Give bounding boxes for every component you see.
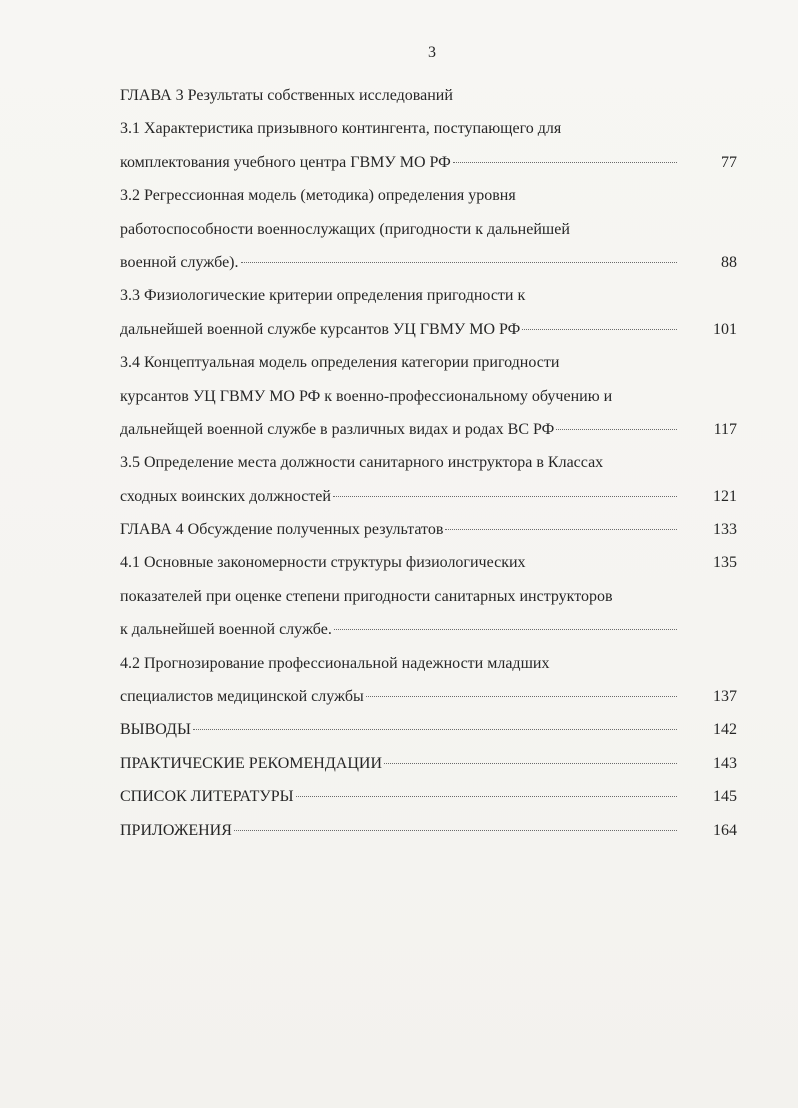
toc-entry-text: 3.5 Определение места должности санитарного инструктора в Классах xyxy=(120,454,604,472)
toc-line xyxy=(120,613,737,646)
toc-line xyxy=(120,112,737,145)
toc-line xyxy=(120,513,737,546)
toc-line xyxy=(120,780,737,813)
toc-line xyxy=(120,279,737,312)
dot-leader xyxy=(384,763,677,764)
toc-line xyxy=(120,446,737,479)
toc-line xyxy=(120,747,737,780)
toc-line xyxy=(120,346,737,379)
toc-line xyxy=(120,546,737,579)
toc-entry-text: ПРАКТИЧЕСКИЕ РЕКОМЕНДАЦИИ xyxy=(120,754,382,772)
dot-leader xyxy=(241,262,677,263)
dot-leader xyxy=(193,729,677,730)
toc-page-number: 143 xyxy=(713,754,737,772)
toc-entry-text: ГЛАВА 3 Результаты собственных исследований xyxy=(120,87,453,104)
table-of-contents xyxy=(120,79,737,847)
page-number: 3 xyxy=(428,44,436,61)
toc-line xyxy=(120,413,737,446)
toc-entry-text: 3.2 Регрессионная модель (методика) определения уровня xyxy=(120,187,516,205)
toc-line xyxy=(120,179,737,212)
toc-line xyxy=(120,380,737,413)
toc-entry-text: военной службе). xyxy=(120,253,239,271)
toc-entry-text: ГЛАВА 4 Обсуждение полученных результатов xyxy=(120,521,444,539)
dot-leader xyxy=(333,496,677,497)
toc-entry-text: показателей при оценке степени пригодности санитарных инструкторов xyxy=(120,587,613,605)
toc-entry-text: дальнейшей военной службе курсантов УЦ ГВМУ МО РФ xyxy=(120,320,521,338)
toc-entry-text: 4.2 Прогнозирование профессиональной надежности младших xyxy=(120,654,550,672)
toc-entry-text: курсантов УЦ ГВМУ МО РФ к военно-профессиональному обучению и xyxy=(120,387,613,405)
toc-line xyxy=(120,480,737,513)
dot-leader xyxy=(556,429,677,430)
toc-entry-text: 3.4 Концептуальная модель определения категории пригодности xyxy=(120,354,560,372)
dot-leader xyxy=(296,796,677,797)
toc-page-number: 133 xyxy=(713,521,737,539)
toc-line xyxy=(120,213,737,246)
toc-page-number: 117 xyxy=(713,420,737,438)
toc-entry-text: специалистов медицинской службы xyxy=(120,688,364,706)
toc-line xyxy=(120,580,737,613)
toc-line xyxy=(120,313,737,346)
toc-line xyxy=(120,814,737,847)
toc-entry-text: дальнейщей военной службе в различных видах и родах ВС РФ xyxy=(120,420,555,438)
toc-line xyxy=(120,146,737,179)
dot-leader xyxy=(366,696,677,697)
toc-page-number: 164 xyxy=(713,821,737,839)
dot-leader xyxy=(453,162,677,163)
toc-entry-text: 4.1 Основные закономерности структуры физиологических xyxy=(120,554,526,572)
toc-entry-text: СПИСОК ЛИТЕРАТУРЫ xyxy=(120,788,294,806)
dot-leader xyxy=(334,629,677,630)
toc-entry-text: 3.1 Характеристика призывного контингента, поступающего для xyxy=(120,120,562,138)
toc-page-number: 77 xyxy=(721,153,737,171)
toc-page-number: 101 xyxy=(713,320,737,338)
toc-entry-text: работоспособности военнослужащих (пригодности к дальнейшей xyxy=(120,220,570,238)
toc-page-number: 88 xyxy=(721,253,737,271)
toc-page-number: 121 xyxy=(713,487,737,505)
toc-line xyxy=(120,713,737,746)
toc-page-number: 142 xyxy=(713,721,737,739)
toc-entry-text: сходных воинских должностей xyxy=(120,487,331,505)
toc-entry-text: ПРИЛОЖЕНИЯ xyxy=(120,821,232,839)
toc-page-number: 135 xyxy=(713,554,737,572)
dot-leader xyxy=(522,329,677,330)
toc-entry-text: ВЫВОДЫ xyxy=(120,721,191,739)
dot-leader xyxy=(234,830,677,831)
toc-entry-text: комплектования учебного центра ГВМУ МО РФ xyxy=(120,153,451,171)
toc-line xyxy=(120,680,737,713)
toc-page-number: 137 xyxy=(713,688,737,706)
toc-entry-text: к дальнейшей военной службе. xyxy=(120,621,332,639)
toc-line xyxy=(120,79,737,112)
toc-entry-text: 3.3 Физиологические критерии определения пригодности к xyxy=(120,287,526,305)
toc-line xyxy=(120,246,737,279)
dot-leader xyxy=(445,529,677,530)
toc-page-number: 145 xyxy=(713,788,737,806)
toc-line xyxy=(120,647,737,680)
